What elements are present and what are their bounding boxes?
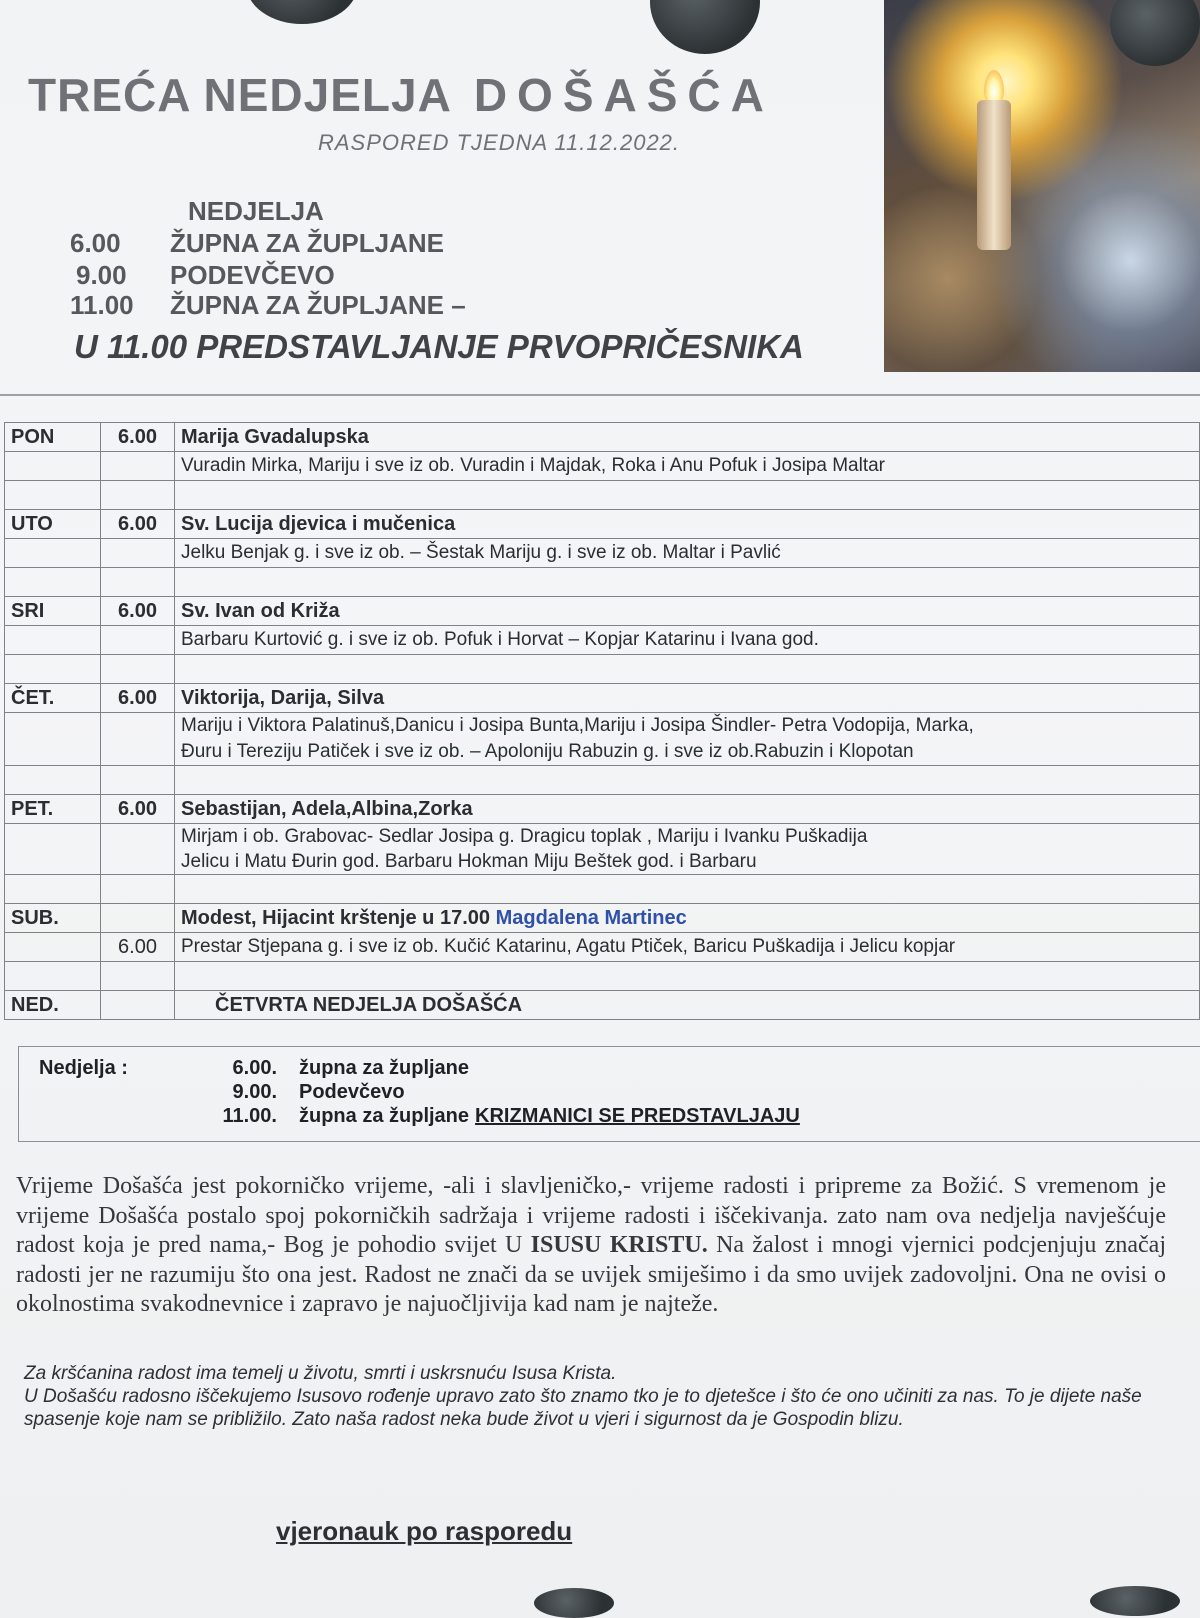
day-cell: UTO xyxy=(5,510,101,539)
page-subtitle: RASPORED TJEDNA 11.12.2022. xyxy=(318,130,681,155)
intention-cell xyxy=(175,824,1200,875)
table-row xyxy=(5,423,1200,452)
table-row xyxy=(5,933,1200,962)
table-row xyxy=(5,510,1200,539)
next-sunday-mass-row xyxy=(207,1057,469,1080)
reflection-line: Za kršćanina radost ima temelj u životu, smrti i uskrsnuću Isusa Krista. xyxy=(24,1363,617,1384)
sunday-mass-row xyxy=(70,290,466,321)
baptism-name: Magdalena Martinec xyxy=(495,906,687,929)
next-sunday-mass-row xyxy=(207,1081,405,1104)
mass-time: 9.00 xyxy=(76,260,127,290)
reflection-line: U Došašću radosno iščekujemo Isusovo rođenje upravo zato što znamo tko je to djetešce i što će ono učiniti za nas. To je dijete naše spasenje koje nam se približilo. Zato naša radost neka bude život u vjeri i sigurnost da je Gospodin blizu. xyxy=(24,1386,1142,1430)
day-cell: SRI xyxy=(5,597,101,626)
saint-cell: Sv. Lucija djevica i mučenica xyxy=(175,510,1200,539)
table-row-spacer xyxy=(5,481,1200,510)
reflection-paragraph-2 xyxy=(24,1362,1174,1431)
intention-cell: Prestar Stjepana g. i sve iz ob. Kučić Katarinu, Agatu Ptiček, Baricu Puškadija i Jelicu kopjar xyxy=(175,933,1200,962)
saint-cell: Viktorija, Darija, Silva xyxy=(175,684,1200,713)
candle xyxy=(977,100,1011,250)
mass-time: 11.00. xyxy=(222,1105,277,1127)
intention-line: Mirjam i ob. Grabovac- Sedlar Josipa g. Dragicu toplak , Mariju i Ivanku Puškadija xyxy=(181,826,868,847)
title-part-1: TREĆA NEDJELJA xyxy=(28,69,452,121)
table-row-spacer xyxy=(5,962,1200,991)
table-row xyxy=(5,597,1200,626)
table-row-spacer xyxy=(5,568,1200,597)
table-row xyxy=(5,713,1200,766)
saint-cell: Sv. Ivan od Križa xyxy=(175,597,1200,626)
divider xyxy=(0,394,1200,396)
table-row xyxy=(5,626,1200,655)
table-row xyxy=(5,795,1200,824)
confirmation-note: KRIZMANICI SE PREDSTAVLJAJU xyxy=(475,1105,800,1127)
intention-line: Đuru i Tereziju Patiček i sve iz ob. – Apoloniju Rabuzin g. i sve iz ob.Rabuzin i Klopotan xyxy=(181,741,914,762)
magnet-bottom-left xyxy=(534,1588,614,1618)
intention-cell xyxy=(175,713,1200,766)
sunday-mass-row xyxy=(70,228,444,259)
table-row xyxy=(5,991,1200,1020)
mass-time: 6.00. xyxy=(232,1057,277,1079)
title-part-2: DOŠAŠĆA xyxy=(473,69,774,121)
day-cell: ČET. xyxy=(5,684,101,713)
next-sunday-title: ČETVRTA NEDJELJA DOŠAŠĆA xyxy=(175,991,1200,1020)
saint-cell xyxy=(175,904,1200,933)
sunday-mass-row xyxy=(76,260,335,291)
reflection-text: Vrijeme Došašća jest pokorničko vrijeme, -ali i slavljeničko,- vrijeme radosti i pripreme za Božić. S vremenom je vrijeme Došašća postalo spoj pokorničkih sadržaja i vrijeme radosti i iščekivanja. zato nam ova nedjelja navješćuje radost koja je pred nama,- Bog je pohodio svijet U xyxy=(16,1173,1166,1258)
mass-text: Podevčevo xyxy=(299,1081,405,1103)
day-cell: NED. xyxy=(5,991,101,1020)
mass-time: 11.00 xyxy=(70,290,134,320)
first-communion-announcement: U 11.00 PREDSTAVLJANJE PRVOPRIČESNIKA xyxy=(74,328,804,365)
reflection-text: Na žalost i mnogi vjernici podcjenjuju značaj radosti jer ne razumiju što ona jest. Radost ne znači da se uvijek smiješimo i da smo uvijek zadovoljni. Ona ne ovisi o okolnostima svakodnevnice i zapravo je najuočljivija kad nam je najteže. xyxy=(16,1232,1166,1317)
mass-time: 6.00 xyxy=(70,228,121,258)
magnet-right xyxy=(650,0,760,54)
saint-cell: Sebastijan, Adela,Albina,Zorka xyxy=(175,795,1200,824)
intention-line: Jelicu i Matu Đurin god. Barbaru Hokman Miju Beštek god. i Barbaru xyxy=(181,851,757,872)
page-title xyxy=(28,68,774,122)
next-sunday-mass-row xyxy=(207,1105,800,1128)
reflection-emphasis: ISUSU KRISTU. xyxy=(530,1232,708,1258)
table-row-spacer xyxy=(5,655,1200,684)
table-row xyxy=(5,684,1200,713)
table-row xyxy=(5,824,1200,875)
mass-text: ŽUPNA ZA ŽUPLJANE xyxy=(170,228,444,258)
mass-text: ŽUPNA ZA ŽUPLJANE – xyxy=(170,290,466,320)
intention-cell: Jelku Benjak g. i sve iz ob. – Šestak Mariju g. i sve iz ob. Maltar i Pavlić xyxy=(175,539,1200,568)
table-row-spacer xyxy=(5,766,1200,795)
mass-text: župna za župljane xyxy=(299,1105,470,1127)
mass-time: 9.00. xyxy=(232,1081,277,1103)
next-sunday-label: Nedjelja : xyxy=(39,1057,128,1079)
mass-text: župna za župljane xyxy=(299,1057,470,1079)
time-cell: 6.00 xyxy=(101,933,175,962)
table-row xyxy=(5,904,1200,933)
magnet-left xyxy=(246,0,358,24)
sunday-label: NEDJELJA xyxy=(188,196,324,226)
intention-line: Mariju i Viktora Palatinuš,Danicu i Josipa Bunta,Mariju i Josipa Šindler- Petra Vodopija, Marka, xyxy=(181,715,974,736)
intention-cell: Barbaru Kurtović g. i sve iz ob. Pofuk i Horvat – Kopjar Katarinu i Ivana god. xyxy=(175,626,1200,655)
saint-cell: Marija Gvadalupska xyxy=(175,423,1200,452)
table-row xyxy=(5,452,1200,481)
day-cell: PET. xyxy=(5,795,101,824)
weekly-schedule-table xyxy=(4,422,1200,1020)
magnet-bottom-right xyxy=(1090,1586,1180,1616)
table-row xyxy=(5,539,1200,568)
catechism-note: vjeronauk po rasporedu xyxy=(276,1516,573,1546)
reflection-paragraph xyxy=(16,1172,1166,1320)
time-cell: 6.00 xyxy=(101,684,175,713)
time-cell: 6.00 xyxy=(101,510,175,539)
mass-text: PODEVČEVO xyxy=(170,260,335,290)
next-sunday-box xyxy=(18,1046,1200,1142)
time-cell: 6.00 xyxy=(101,795,175,824)
day-cell: SUB. xyxy=(5,904,101,933)
table-row-spacer xyxy=(5,875,1200,904)
time-cell: 6.00 xyxy=(101,423,175,452)
day-cell: PON xyxy=(5,423,101,452)
saint-text: Modest, Hijacint krštenje u 17.00 xyxy=(181,906,490,929)
intention-cell: Vuradin Mirka, Mariju i sve iz ob. Vuradin i Majdak, Roka i Anu Pofuk i Josipa Maltar xyxy=(175,452,1200,481)
time-cell: 6.00 xyxy=(101,597,175,626)
